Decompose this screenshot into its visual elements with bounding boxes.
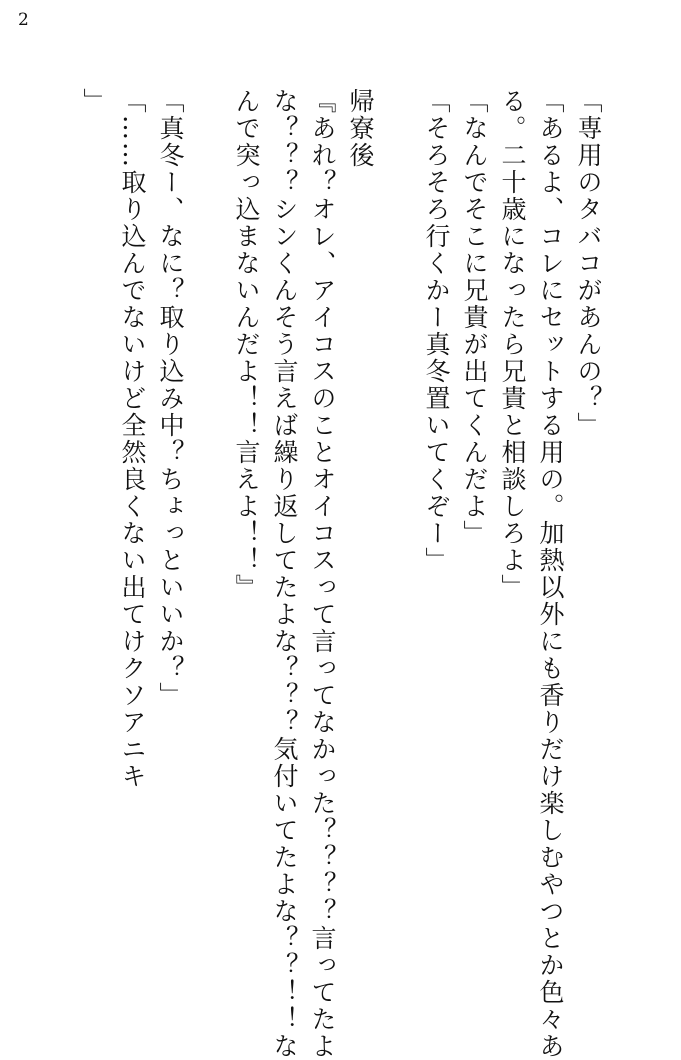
vertical-text-body	[75, 88, 607, 1060]
blank-line	[189, 88, 227, 888]
text-line: 「……取り込んでないけど全然良くない出てけクソアニキ	[118, 88, 147, 790]
text-line: る。二十歳になったら兄貴と相談しろよ」	[498, 88, 527, 601]
section-heading: 帰寮後	[346, 88, 375, 169]
text-line: 「なんでそこに兄貴が出てくんだよ」	[460, 88, 489, 547]
text-line: 『あれ？オレ、アイコスのことオイコスって言ってなかった？？？？言ってたよ	[308, 88, 337, 1060]
text-line: 「専用のタバコがあんの？」	[574, 88, 603, 439]
page-number: 2	[18, 10, 29, 30]
text-line: 「あるよ、コレにセットする用の。加熱以外にも香りだけ楽しむやつとか色々あ	[536, 88, 565, 1060]
text-line: 「そろそろ行くかー真冬置いてくぞー」	[422, 88, 451, 574]
text-line: な？？？シンくんそう言えば繰り返してたよな？？？気付いてたよな？？！！な	[270, 88, 299, 1060]
text-line: んで突っ込まないんだよ！！言えよ！！』	[232, 88, 261, 601]
text-line: 「真冬ー、なに？取り込み中？ちょっといいか？」	[156, 88, 185, 709]
text-line: 」	[80, 88, 109, 115]
blank-line	[379, 88, 417, 888]
